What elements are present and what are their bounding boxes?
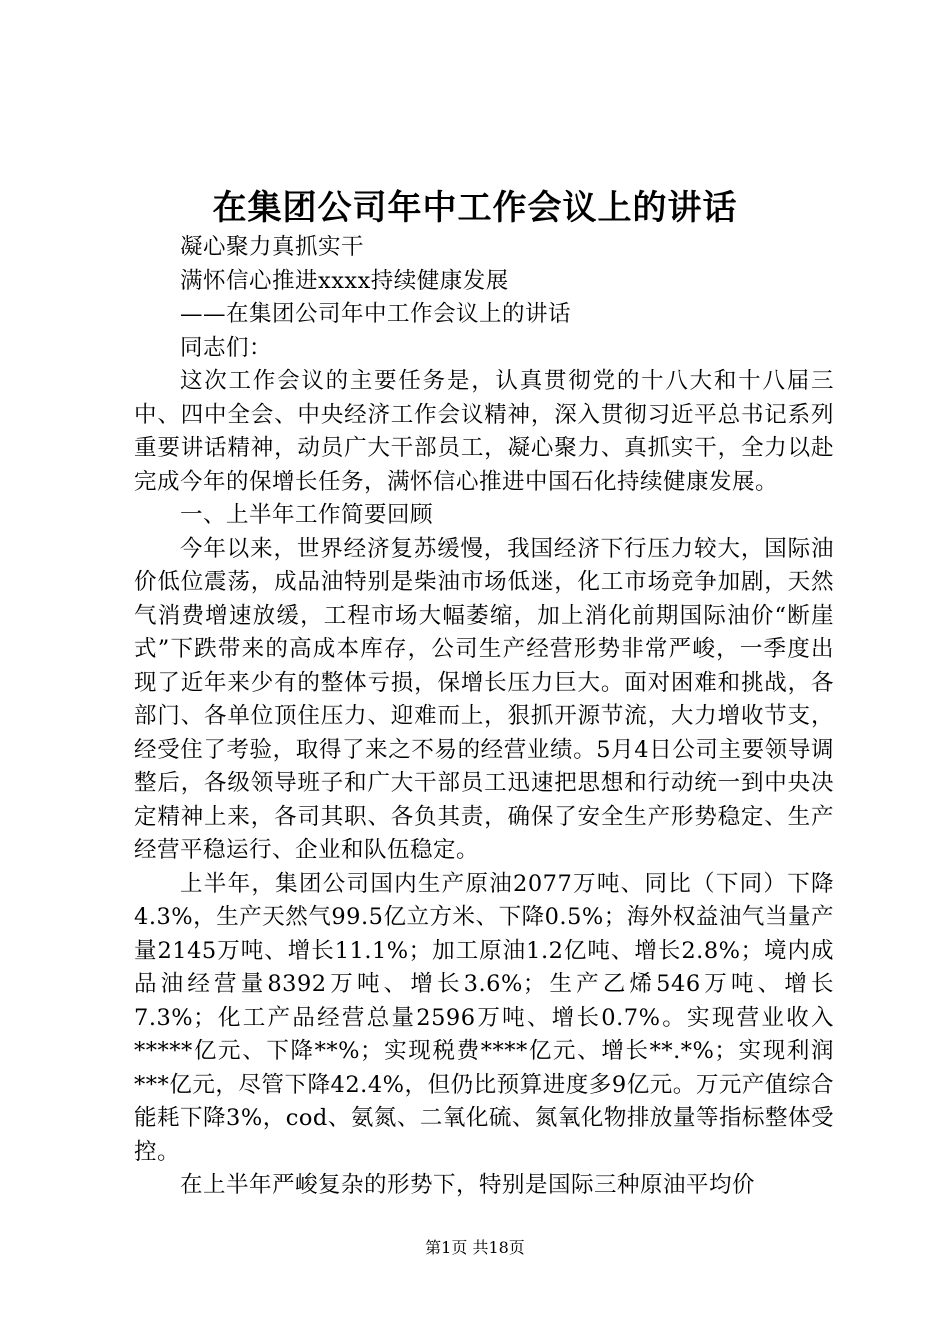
paragraph-meeting-task: 这次工作会议的主要任务是，认真贯彻党的十八大和十八届三中、四中全会、中央经济工作会议精神，深入贯彻习近平总书记系列重要讲话精神，动员广大干部员工，凝心聚力、真抓实干，全力以赴完成今年的保增长任务，满怀信心推进中国石化持续健康发展。 <box>134 368 834 495</box>
heading-line-2: 满怀信心推进xxxx持续健康发展 <box>180 267 509 294</box>
document-title: 在集团公司年中工作会议上的讲话 <box>212 188 738 228</box>
document-body <box>134 231 834 1203</box>
heading-line-3: ——在集团公司年中工作会议上的讲话 <box>180 301 572 327</box>
paragraph-situation: 今年以来，世界经济复苏缓慢，我国经济下行压力较大，国际油价低位震荡，成品油特别是柴油市场低迷，化工市场竞争加剧，天然气消费增速放缓，工程市场大幅萎缩，加上消化前期国际油价“断崖式”下跌带来的高成本库存，公司生产经营形势非常严峻，一季度出现了近年来少有的整体亏损，保增长压力巨大。面对困难和挑战，各部门、各单位顶住压力、迎难而上，狠抓开源节流，大力增收节支，经受住了考验，取得了来之不易的经营业绩。5月4日公司主要领导调整后，各级领导班子和广大干部员工迅速把思想和行动统一到中央决定精神上来，各司其职、各负其责，确保了安全生产形势稳定、生产经营平稳运行、企业和队伍稳定。 <box>134 535 834 863</box>
paragraph-results: 上半年，集团公司国内生产原油2077万吨、同比（下同）下降4.3%，生产天然气99.5亿立方米、下降0.5%；海外权益油气当量产量2145万吨、增长11.1%；加工原油1.2亿吨、增长2.8%；境内成品油经营量8392万吨、增长3.6%；生产乙烯546万吨、增长7.3%；化工产品经营总量2596万吨、增长0.7%。实现营业收入*****亿元、下降**%；实现税费****亿元、增长**.*%；实现利润***亿元，尽管下降42.4%，但仍比预算进度多9亿元。万元产值综合能耗下降3%，cod、氨氮、二氧化硫、氮氧化物排放量等指标整体受控。 <box>134 870 834 1165</box>
section-heading-review: 一、上半年工作简要回顾 <box>180 502 434 528</box>
page-number: 第1页 共18页 <box>425 1238 525 1257</box>
paragraph-continued: 在上半年严峻复杂的形势下，特别是国际三种原油平均价 <box>180 1172 756 1198</box>
salutation: 同志们： <box>180 334 273 361</box>
heading-line-1: 凝心聚力真抓实干 <box>180 234 365 260</box>
